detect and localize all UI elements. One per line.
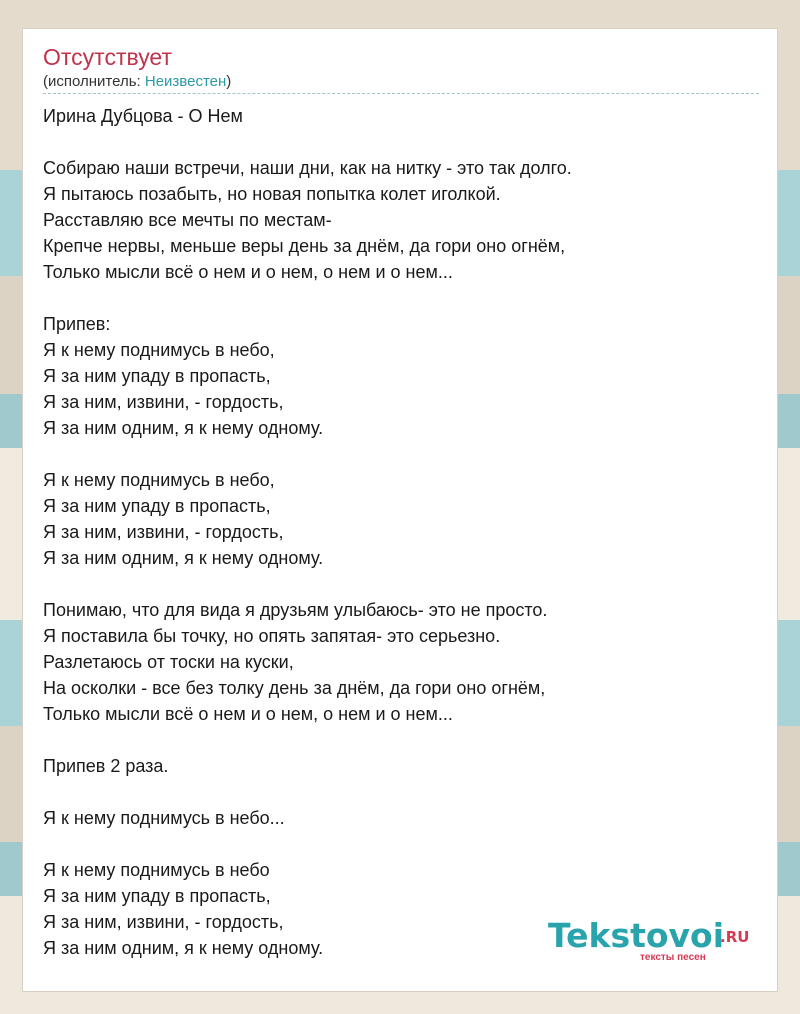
logo-wordmark: Tekstovoi xyxy=(548,916,725,955)
artist-link[interactable]: Неизвестен xyxy=(144,73,227,90)
lyric-line: Только мысли всё о нем и о нем, о нем и о нем... xyxy=(43,704,453,724)
lyrics-text xyxy=(43,103,759,961)
lyric-line: Я за ним, извини, - гордость, xyxy=(43,912,284,932)
lyric-line: Я за ним, извини, - гордость, xyxy=(43,392,284,412)
lyric-line: Ирина Дубцова - О Нем xyxy=(43,106,243,126)
lyric-line xyxy=(43,285,759,311)
logo-domain: .RU xyxy=(720,928,750,946)
lyric-line: Я к нему поднимусь в небо... xyxy=(43,808,285,828)
lyric-line xyxy=(43,727,759,753)
performer-suffix: ) xyxy=(226,73,232,90)
performer-line xyxy=(43,73,231,91)
lyric-line xyxy=(43,129,759,155)
lyric-line: Я за ним упаду в пропасть, xyxy=(43,366,271,386)
lyric-line: Я поставила бы точку, но опять запятая- это серьезно. xyxy=(43,626,501,646)
lyric-line: Я за ним, извини, - гордость, xyxy=(43,522,284,542)
lyric-line: Крепче нервы, меньше веры день за днём, да гори оно огнём, xyxy=(43,236,566,256)
lyric-line: Припев: xyxy=(43,314,111,334)
lyric-line: Собираю наши встречи, наши дни, как на нитку - это так долго. xyxy=(43,158,572,178)
lyric-line: Я к нему поднимусь в небо, xyxy=(43,340,275,360)
song-title: Отсутствует xyxy=(43,44,172,70)
site-logo[interactable] xyxy=(548,918,748,962)
lyric-line: Расставляю все мечты по местам- xyxy=(43,210,332,230)
dashed-divider xyxy=(43,93,759,94)
lyric-line: Я за ним упаду в пропасть, xyxy=(43,496,271,516)
performer-prefix: (исполнитель: xyxy=(43,73,145,90)
lyric-line: Я к нему поднимусь в небо, xyxy=(43,470,275,490)
lyric-line xyxy=(43,779,759,805)
lyric-line: Припев 2 раза. xyxy=(43,756,169,776)
lyric-line xyxy=(43,571,759,597)
lyric-line: Я за ним упаду в пропасть, xyxy=(43,886,271,906)
lyric-line: Я за ним одним, я к нему одному. xyxy=(43,938,324,958)
lyric-line xyxy=(43,831,759,857)
lyric-line: Я за ним одним, я к нему одному. xyxy=(43,548,324,568)
lyric-line: Я пытаюсь позабыть, но новая попытка колет иголкой. xyxy=(43,184,501,204)
lyric-line: Понимаю, что для вида я друзьям улыбаюсь- это не просто. xyxy=(43,600,548,620)
lyrics-card xyxy=(22,28,778,992)
lyric-line xyxy=(43,441,759,467)
lyric-line: Только мысли всё о нем и о нем, о нем и о нем... xyxy=(43,262,453,282)
logo-subtitle: тексты песен xyxy=(640,952,706,963)
lyric-line: Я к нему поднимусь в небо xyxy=(43,860,270,880)
lyric-line: Разлетаюсь от тоски на куски, xyxy=(43,652,294,672)
lyric-line: Я за ним одним, я к нему одному. xyxy=(43,418,324,438)
lyric-line: На осколки - все без толку день за днём, да гори оно огнём, xyxy=(43,678,546,698)
